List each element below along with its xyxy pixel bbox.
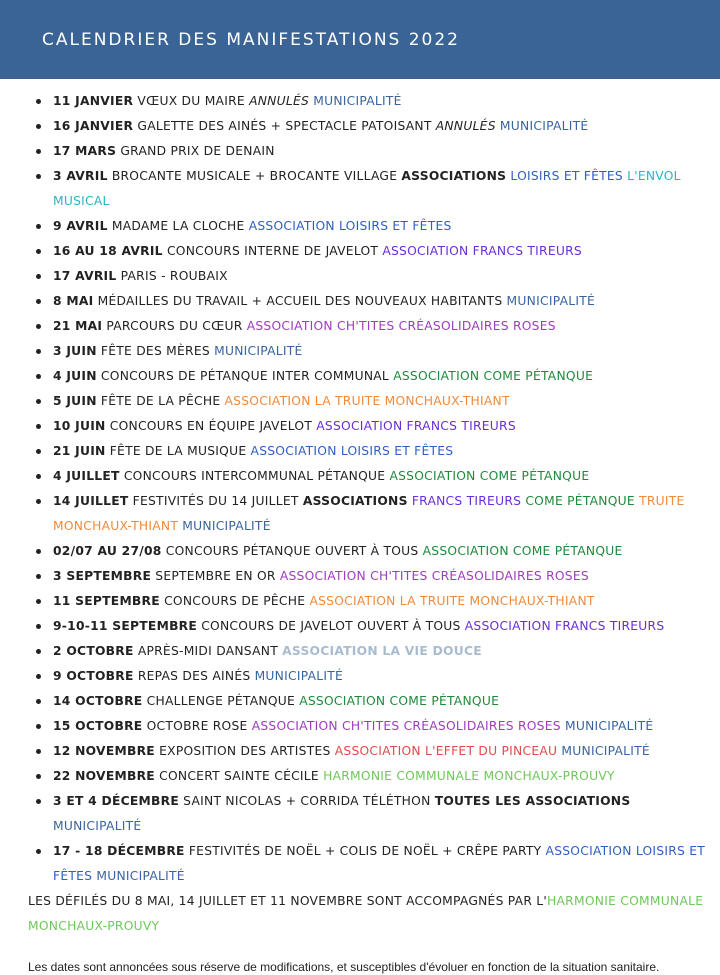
event-text-segment: ASSOCIATION LOISIRS ET FÊTES <box>248 219 452 233</box>
event-text-segment: ASSOCIATION COME PÉTANQUE <box>422 544 623 558</box>
event-text-segment: ASSOCIATION LA TRUITE MONCHAUX-THIANT <box>224 394 510 408</box>
event-item <box>28 539 708 564</box>
event-text-segment: CONCERT SAINTE CÉCILE <box>154 769 324 783</box>
event-text-segment: ASSOCIATION FRANCS TIREURS <box>316 419 516 433</box>
event-text-segment: CONCOURS PÉTANQUE OUVERT À TOUS <box>161 544 423 558</box>
event-date: 9 OCTOBRE <box>53 669 134 683</box>
event-text-segment: PARIS - ROUBAIX <box>116 269 228 283</box>
event-text-segment: ASSOCIATION CH'TITES CRÉASOLIDAIRES ROSES <box>279 569 589 583</box>
event-item <box>28 739 708 764</box>
event-date: 21 JUIN <box>53 444 106 458</box>
event-text-segment: ASSOCIATION COME PÉTANQUE <box>393 369 594 383</box>
event-item <box>28 614 708 639</box>
event-text-segment: FESTIVITÉS DU 14 JUILLET <box>128 494 303 508</box>
events-list <box>28 89 708 889</box>
event-text-segment: CONCOURS EN ÉQUIPE JAVELOT <box>105 419 317 433</box>
event-item <box>28 214 708 239</box>
event-text-segment: GALETTE DES AINÉS + SPECTACLE PATOISANT <box>133 119 436 133</box>
event-item <box>28 489 708 539</box>
event-text-segment: ASSOCIATION FRANCS TIREURS <box>382 244 582 258</box>
event-item <box>28 714 708 739</box>
event-text-segment: ASSOCIATION LOISIRS ET FÊTES <box>53 844 706 883</box>
event-item <box>28 589 708 614</box>
event-item <box>28 389 708 414</box>
event-text-segment: FÊTE DE LA PÊCHE <box>96 394 225 408</box>
event-item <box>28 689 708 714</box>
event-text-segment: CHALLENGE PÉTANQUE <box>142 694 300 708</box>
event-date: 9-10-11 SEPTEMBRE <box>53 619 198 633</box>
event-text-segment: ASSOCIATION COME PÉTANQUE <box>299 694 500 708</box>
event-text-segment: MUNICIPALITÉ <box>214 344 303 358</box>
event-text-segment: BROCANTE MUSICALE + BROCANTE VILLAGE <box>107 169 402 183</box>
event-text-segment: COME PÉTANQUE <box>521 494 635 508</box>
event-text-segment: ASSOCIATIONS <box>302 494 408 508</box>
event-text-segment: MUNICIPALITÉ <box>506 294 595 308</box>
event-item <box>28 339 708 364</box>
event-text-segment: TOUTES LES ASSOCIATIONS <box>434 794 631 808</box>
event-text-segment: PARCOURS DU CŒUR <box>102 319 247 333</box>
event-text-segment: ASSOCIATION LA VIE DOUCE <box>282 644 482 658</box>
event-text-segment: HARMONIE COMMUNALE MONCHAUX-PROUVY <box>323 769 615 783</box>
event-text-segment: MUNICIPALITÉ <box>92 869 185 883</box>
page-title: CALENDRIER DES MANIFESTATIONS 2022 <box>42 29 460 50</box>
event-item <box>28 314 708 339</box>
event-text-segment: CONCOURS DE JAVELOT OUVERT À TOUS <box>197 619 465 633</box>
event-date: 10 JUIN <box>53 419 106 433</box>
event-text-segment: ASSOCIATION COME PÉTANQUE <box>389 469 590 483</box>
event-item <box>28 439 708 464</box>
event-text-segment: CONCOURS DE PÊCHE <box>159 594 310 608</box>
event-item <box>28 664 708 689</box>
event-date: 11 JANVIER <box>53 94 134 108</box>
event-text-segment: ASSOCIATIONS <box>401 169 507 183</box>
event-text-segment: MUNICIPALITÉ <box>309 94 402 108</box>
event-item <box>28 639 708 664</box>
event-text-segment: FRANCS TIREURS <box>407 494 522 508</box>
event-text-segment: ANNULÉS <box>435 119 496 133</box>
event-text-segment: FÊTE DES MÈRES <box>96 344 215 358</box>
calendar-content <box>0 79 720 975</box>
event-date: 4 JUIN <box>53 369 97 383</box>
event-date: 3 JUIN <box>53 344 97 358</box>
event-text-segment: CONCOURS DE PÉTANQUE INTER COMMUNAL <box>96 369 394 383</box>
event-date: 17 - 18 DÉCEMBRE <box>53 844 185 858</box>
event-date: 4 JUILLET <box>53 469 120 483</box>
event-date: 15 OCTOBRE <box>53 719 143 733</box>
event-date: 3 ET 4 DÉCEMBRE <box>53 794 180 808</box>
event-date: 11 SEPTEMBRE <box>53 594 160 608</box>
event-text-segment: ASSOCIATION FRANCS TIREURS <box>464 619 665 633</box>
event-item <box>28 164 708 214</box>
event-text-segment: APRÈS-MIDI DANSANT <box>133 644 283 658</box>
event-date: 12 NOVEMBRE <box>53 744 155 758</box>
event-text-segment: ASSOCIATION CH'TITES CRÉASOLIDAIRES ROSES <box>246 319 556 333</box>
parade-note <box>28 889 708 939</box>
event-text-segment: MADAME LA CLOCHE <box>107 219 249 233</box>
event-text-segment: SAINT NICOLAS + CORRIDA TÉLÉTHON <box>179 794 435 808</box>
event-text-segment: ASSOCIATION LA TRUITE MONCHAUX-THIANT <box>309 594 595 608</box>
event-item <box>28 364 708 389</box>
event-text-segment: MUNICIPALITÉ <box>495 119 589 133</box>
disclaimer: Les dates sont annoncées sous réserve de modifications, et susceptibles d'évoluer en fonction de la situation sanitaire. <box>28 960 660 974</box>
event-item <box>28 789 708 839</box>
event-text-segment: MÉDAILLES DU TRAVAIL + ACCUEIL DES NOUVEAUX HABITANTS <box>93 294 507 308</box>
event-text-segment: ASSOCIATION L'EFFET DU PINCEAU <box>334 744 558 758</box>
event-text-segment: SEPTEMBRE EN OR <box>151 569 280 583</box>
event-text-segment: OCTOBRE ROSE <box>142 719 252 733</box>
event-date: 3 AVRIL <box>53 169 108 183</box>
event-text-segment: CONCOURS INTERNE DE JAVELOT <box>162 244 383 258</box>
event-item <box>28 764 708 789</box>
event-date: 14 OCTOBRE <box>53 694 143 708</box>
event-text-segment: ASSOCIATION LOISIRS ET FÊTES <box>250 444 454 458</box>
event-item <box>28 839 708 889</box>
event-text-segment: ASSOCIATION CH'TITES CRÉASOLIDAIRES ROSES <box>251 719 561 733</box>
event-date: 14 JUILLET <box>53 494 129 508</box>
event-text-segment: LOISIRS ET FÊTES <box>506 169 623 183</box>
event-date: 3 SEPTEMBRE <box>53 569 152 583</box>
event-text-segment: GRAND PRIX DE DENAIN <box>116 144 275 158</box>
event-text-segment: TRUITE MONCHAUX-THIANT <box>53 494 685 533</box>
event-date: 9 AVRIL <box>53 219 108 233</box>
event-text-segment: CONCOURS INTERCOMMUNAL PÉTANQUE <box>119 469 390 483</box>
parade-note-harmonie: HARMONIE COMMUNALE MONCHAUX-PROUVY <box>28 894 704 933</box>
event-date: 5 JUIN <box>53 394 97 408</box>
event-text-segment: MUNICIPALITÉ <box>53 819 142 833</box>
event-item <box>28 139 708 164</box>
event-date: 17 MARS <box>53 144 117 158</box>
event-text-segment: MUNICIPALITÉ <box>254 669 344 683</box>
event-text-segment: L'ENVOL MUSICAL <box>53 169 681 208</box>
event-text-segment: REPAS DES AINÉS <box>133 669 255 683</box>
event-text-segment: EXPOSITION DES ARTISTES <box>154 744 335 758</box>
event-date: 2 OCTOBRE <box>53 644 134 658</box>
event-item <box>28 264 708 289</box>
event-date: 21 MAI <box>53 319 103 333</box>
event-date: 8 MAI <box>53 294 94 308</box>
event-text-segment: MUNICIPALITÉ <box>560 719 654 733</box>
event-text-segment: VŒUX DU MAIRE <box>133 94 250 108</box>
event-item <box>28 564 708 589</box>
event-item <box>28 289 708 314</box>
event-date: 16 AU 18 AVRIL <box>53 244 163 258</box>
event-item <box>28 239 708 264</box>
page-header <box>0 0 720 79</box>
event-item <box>28 89 708 114</box>
event-date: 22 NOVEMBRE <box>53 769 155 783</box>
event-date: 17 AVRIL <box>53 269 117 283</box>
event-date: 02/07 AU 27/08 <box>53 544 162 558</box>
event-text-segment: FÊTE DE LA MUSIQUE <box>105 444 251 458</box>
event-text-segment: ANNULÉS <box>249 94 310 108</box>
event-date: 16 JANVIER <box>53 119 134 133</box>
event-item <box>28 414 708 439</box>
event-item <box>28 464 708 489</box>
event-text-segment: MUNICIPALITÉ <box>557 744 650 758</box>
event-text-segment: MUNICIPALITÉ <box>178 519 271 533</box>
parade-note-text: LES DÉFILÉS DU 8 MAI, 14 JUILLET ET 11 NOVEMBRE SONT ACCOMPAGNÉS PAR L' <box>28 894 548 908</box>
event-text-segment: FESTIVITÉS DE NOËL + COLIS DE NOËL + CRÊPE PARTY <box>184 844 546 858</box>
event-item <box>28 114 708 139</box>
